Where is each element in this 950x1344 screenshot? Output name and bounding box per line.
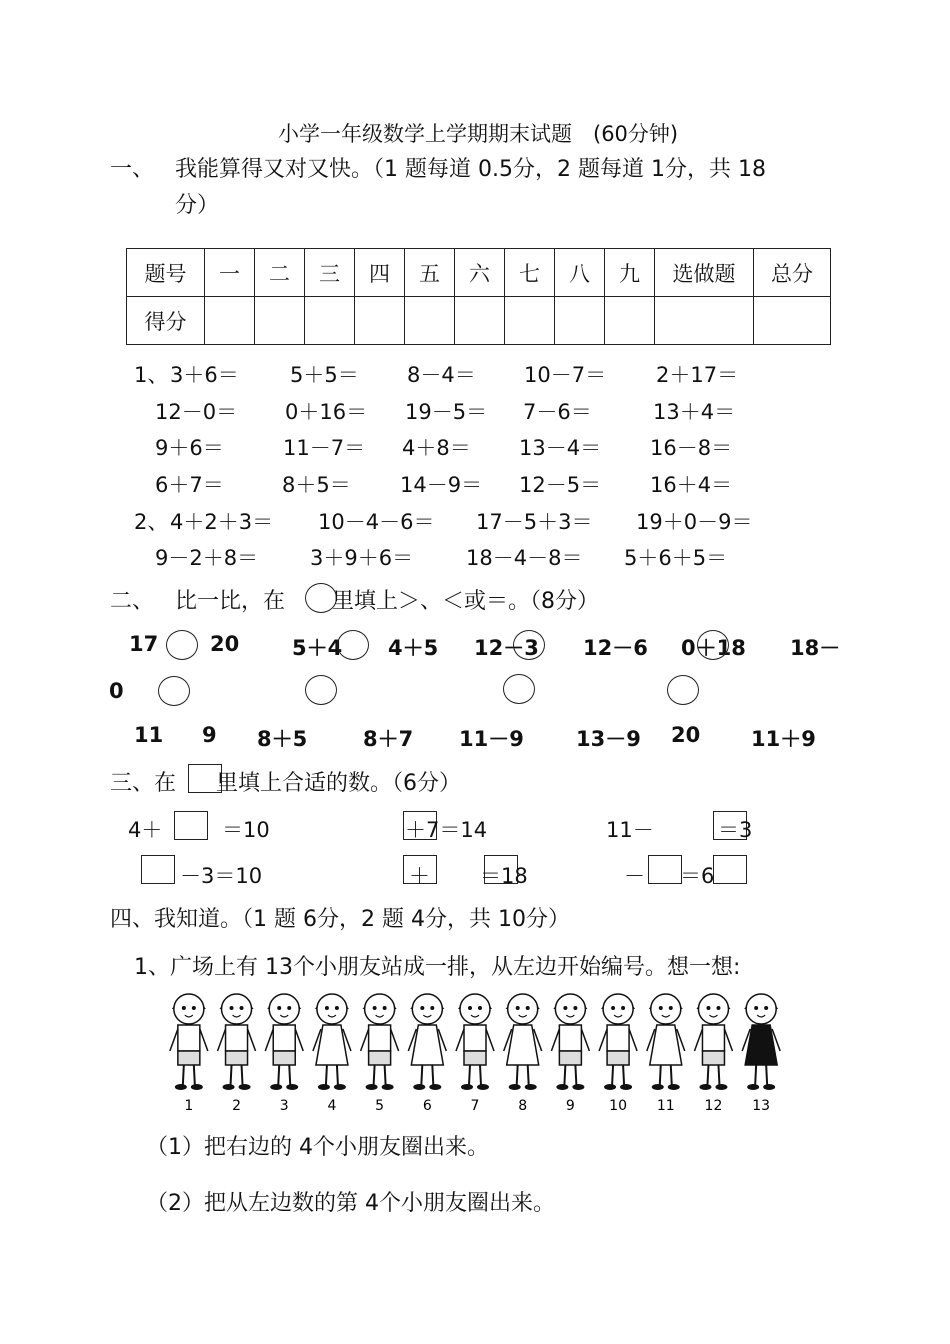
compare-circle[interactable] xyxy=(667,675,699,705)
child-number-label: 7 xyxy=(470,1098,480,1114)
section4-question1: 1、广场上有 13个小朋友站成一排，从左边开始编号。想一想: xyxy=(134,955,741,980)
table-cell: 七 xyxy=(505,249,555,297)
child-number-label: 4 xyxy=(327,1098,337,1114)
fill-expression: ＝10 xyxy=(222,818,270,842)
score-table-score-row xyxy=(127,297,831,345)
compare-term: 0＋18 xyxy=(681,636,746,660)
child-number-label: 2 xyxy=(232,1098,241,1114)
page-title: 小学一年级数学上学期期末试题 (60分钟) xyxy=(278,122,679,146)
section3-heading-rest: 里填上合适的数。（6分） xyxy=(216,771,461,796)
equation: 8－4＝ xyxy=(407,363,476,387)
score-input-cell[interactable] xyxy=(655,297,754,345)
child-number-label: 6 xyxy=(422,1098,432,1114)
compare-circle[interactable] xyxy=(697,630,729,660)
fill-expression: － xyxy=(624,864,645,888)
fill-expression: ＋7＝14 xyxy=(405,818,488,842)
equation: 4＋8＝ xyxy=(402,436,471,460)
compare-term: 17 xyxy=(129,632,159,656)
section1-heading: 我能算得又对又快。（1 题每道 0.5分，2 题每道 1分，共 18 xyxy=(175,157,766,182)
score-input-cell[interactable] xyxy=(605,297,655,345)
compare-term: 5＋4 xyxy=(292,636,343,660)
table-cell: 四 xyxy=(355,249,405,297)
equation: 19＋0－9＝ xyxy=(636,510,753,534)
child-number-label: 9 xyxy=(565,1098,575,1114)
equation: 9＋6＝ xyxy=(155,436,224,460)
equation: 6＋7＝ xyxy=(155,473,224,497)
compare-term: 11＋9 xyxy=(751,727,816,751)
fill-expression: 4＋ xyxy=(128,818,163,842)
equation: 4＋2＋3＝ xyxy=(170,510,274,534)
fill-expression: 11－ xyxy=(606,818,654,842)
section2-heading-rest: 里填上＞、＜或＝。（8分） xyxy=(332,589,599,614)
equation: 9－2＋8＝ xyxy=(155,546,259,570)
compare-circle[interactable] xyxy=(513,630,545,660)
compare-circle[interactable] xyxy=(305,675,337,705)
child-figure[interactable] xyxy=(408,994,446,1090)
child-number-label: 3 xyxy=(279,1098,289,1114)
q2-number: 2、 xyxy=(134,510,169,534)
fill-box[interactable] xyxy=(648,855,682,884)
section1-number: 一、 xyxy=(110,157,155,182)
section3-heading: 三、在 xyxy=(110,771,177,796)
table-cell: 八 xyxy=(555,249,605,297)
fill-expression: －3＝10 xyxy=(180,864,263,888)
fill-expression: ＝6 xyxy=(680,864,715,888)
compare-circle[interactable] xyxy=(166,630,198,660)
child-figure[interactable] xyxy=(504,994,542,1090)
table-cell: 一 xyxy=(205,249,255,297)
section1-heading-cont: 分） xyxy=(175,193,220,218)
compare-circle[interactable] xyxy=(503,674,535,704)
child-figure[interactable] xyxy=(647,994,685,1090)
score-table-header-row xyxy=(127,249,831,297)
compare-term: 11－9 xyxy=(459,727,524,751)
equation: 0＋16＝ xyxy=(285,400,368,424)
compare-term: 12－6 xyxy=(583,636,648,660)
compare-term: 20 xyxy=(210,632,240,656)
child-figure[interactable] xyxy=(170,994,208,1090)
table-cell: 选做题 xyxy=(655,249,754,297)
score-input-cell[interactable] xyxy=(754,297,831,345)
equation: 5＋6＋5＝ xyxy=(624,546,728,570)
score-input-cell[interactable] xyxy=(255,297,305,345)
equation: 13＋4＝ xyxy=(653,400,736,424)
compare-term: 18－ xyxy=(790,636,841,660)
score-input-cell[interactable] xyxy=(555,297,605,345)
compare-term: 9 xyxy=(202,723,217,747)
equation: 8＋5＝ xyxy=(282,473,351,497)
equation: 19－5＝ xyxy=(405,400,488,424)
q1-number: 1、 xyxy=(134,363,169,387)
child-number-label: 12 xyxy=(704,1098,723,1114)
table-cell: 二 xyxy=(255,249,305,297)
section4-heading: 四、我知道。（1 题 6分，2 题 4分，共 10分） xyxy=(110,907,570,932)
children-illustration xyxy=(165,985,785,1115)
table-cell: 六 xyxy=(455,249,505,297)
compare-term: 8＋5 xyxy=(257,727,308,751)
child-figure[interactable] xyxy=(742,994,780,1090)
equation: 2＋17＝ xyxy=(656,363,739,387)
equation: 12－0＝ xyxy=(155,400,238,424)
child-figure[interactable] xyxy=(313,994,351,1090)
child-number-label: 1 xyxy=(184,1098,194,1114)
child-figure[interactable] xyxy=(599,994,637,1090)
score-input-cell[interactable] xyxy=(455,297,505,345)
compare-term: 12－3 xyxy=(474,636,539,660)
table-cell: 九 xyxy=(605,249,655,297)
child-figure[interactable] xyxy=(265,994,303,1090)
equation: 7－6＝ xyxy=(523,400,592,424)
compare-term: 13－9 xyxy=(576,727,641,751)
child-number-label: 13 xyxy=(752,1098,771,1114)
compare-term: 4＋5 xyxy=(388,636,439,660)
table-cell: 五 xyxy=(405,249,455,297)
section4-sub2: （2）把从左边数的第 4个小朋友圈出来。 xyxy=(146,1191,555,1216)
score-input-cell[interactable] xyxy=(305,297,355,345)
equation: 18－4－8＝ xyxy=(466,546,583,570)
fill-expression: ＝18 xyxy=(480,864,528,888)
equation: 12－5＝ xyxy=(519,473,602,497)
fill-box[interactable] xyxy=(713,855,747,884)
equation: 10－7＝ xyxy=(524,363,607,387)
compare-term: 0 xyxy=(109,679,124,703)
score-input-cell[interactable] xyxy=(355,297,405,345)
compare-term: 20 xyxy=(671,723,701,747)
child-figure[interactable] xyxy=(218,994,256,1090)
table-cell: 总分 xyxy=(754,249,831,297)
equation: 16＋4＝ xyxy=(650,473,733,497)
table-cell: 题号 xyxy=(127,249,205,297)
child-number-label: 5 xyxy=(375,1098,385,1114)
table-cell: 三 xyxy=(305,249,355,297)
child-figure[interactable] xyxy=(456,994,494,1090)
section4-sub1: （1）把右边的 4个小朋友圈出来。 xyxy=(146,1135,489,1160)
equation: 13－4＝ xyxy=(519,436,602,460)
equation: 14－9＝ xyxy=(400,473,483,497)
equation: 3＋6＝ xyxy=(170,363,239,387)
children-line-illustration xyxy=(165,985,785,1115)
compare-circle[interactable] xyxy=(158,676,190,706)
fill-box[interactable] xyxy=(141,855,175,884)
child-number-label: 10 xyxy=(609,1098,627,1114)
equation: 10－4－6＝ xyxy=(318,510,435,534)
score-table xyxy=(126,248,831,345)
section2-number: 二、 xyxy=(110,589,155,614)
equation: 16－8＝ xyxy=(650,436,733,460)
compare-term: 8＋7 xyxy=(363,727,414,751)
table-cell: 得分 xyxy=(127,297,205,345)
child-number-label: 8 xyxy=(518,1098,528,1114)
child-figure[interactable] xyxy=(551,994,589,1090)
compare-circle[interactable] xyxy=(337,630,369,660)
equation: 17－5＋3＝ xyxy=(476,510,593,534)
compare-term: 11 xyxy=(134,723,164,747)
fill-expression: ＝3 xyxy=(718,818,753,842)
section2-heading: 比一比，在 xyxy=(175,589,286,614)
score-input-cell[interactable] xyxy=(205,297,255,345)
child-figure[interactable] xyxy=(694,994,732,1090)
equation: 5＋5＝ xyxy=(290,363,359,387)
child-number-label: 11 xyxy=(656,1098,675,1114)
child-figure[interactable] xyxy=(361,994,399,1090)
equation: 11－7＝ xyxy=(283,436,366,460)
equation: 3＋9＋6＝ xyxy=(310,546,414,570)
score-input-cell[interactable] xyxy=(505,297,555,345)
fill-expression: ＋ xyxy=(409,864,430,888)
fill-box[interactable] xyxy=(174,811,208,840)
score-input-cell[interactable] xyxy=(405,297,455,345)
